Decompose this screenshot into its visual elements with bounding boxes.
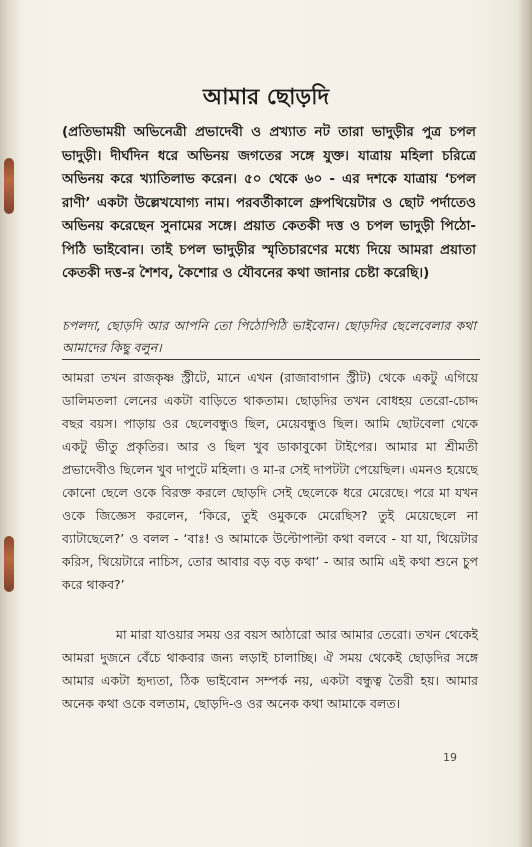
answer-paragraph-2: মা মারা যাওয়ার সময় ওর বয়স আঠারো আর আমার তেরো। তখন থেকেই আমরা দুজনে বেঁচে থাকবার জন্য লড়াই চালাচ্ছি। ঐ সময় থেকেই ছোড়দির সঙ্গে আমার একটা হৃদ্যতা, ঠিক ভাইবোন সম্পর্ক নয়, একটা বন্ধুত্ব তৈরী হয়। আমার অনেক কথা ওকে বলতাম, ছোড়দি-ও ওর অনেক কথা আমাকে বলত।: [62, 627, 478, 711]
section-divider: [62, 359, 480, 360]
intro-paragraph: (প্রতিভাময়ী অভিনেত্রী প্রভাদেবী ও প্রখ্যাত নট তারা ভাদুড়ীর পুত্র চপল ভাদুড়ী। দীর্ঘদিন ধরে অভিনয় জগতের সঙ্গে যুক্ত। যাত্রায় মহিলা চরিত্রে অভিনয় করে খ্যাতিলাভ করেন। ৫০ থেকে ৬০ - এর দশকে যাত্রায় ‘চপল রাণী’ একটা উল্লেখযোগ্য নাম। পরবর্তীকালে গ্রুপথিয়েটার ও ছোট পর্দাতেও অভিনয় করেছেন সুনামের সঙ্গে। প্রয়াত কেতকী দত্ত ও চপল ভাদুড়ী পিঠো-পিঠি ভাইবোন। তাই চপল ভাদুড়ীর স্মৃতিচারণের মধ্যে দিয়ে আমরা প্রয়াতা কেতকী দত্ত-র শৈশব, কৈশোর ও যৌবনের কথা জানার চেষ্টা করেছি।): [62, 124, 476, 281]
page-number: 19: [443, 751, 457, 764]
page-binding: [0, 0, 22, 847]
interview-question: চপলদা, ছোড়দি আর আপনি তো পিঠোপিঠি ভাইবোন। ছোড়দির ছেলেবেলার কথা আমাদের কিছু বলুন।: [62, 318, 476, 355]
staple-top-icon: [4, 158, 14, 214]
answer-paragraph-1: আমরা তখন রাজকৃষ্ণ স্ট্রীটে, মানে এখন (রাজাবাগান স্ট্রীট) থেকে একটু এগিয়ে ডালিমতলা লেনের একটা বাড়িতে থাকতাম। ছোড়দির তখন বোধহয় তেরো-চোদ্দ বছর বয়স। পাড়ায় ওর ছেলেবন্ধুও ছিল, মেয়েবন্ধুও ছিল। আমি ছোটবেলা থেকে একটু ভীতু প্রকৃতির। আর ও ছিল খুব ডাকাবুকো টাইপের। আমার মা শ্রীমতী প্রভাদেবীও ছিলেন খুব দাপুটে মহিলা। ও মা-র সেই দাপটটা পেয়েছিল। এমনও হয়েছে কোনো ছেলে ওকে বিরক্ত করলে ছোড়দি সেই ছেলেকে ধরে মেরেছে। পরে মা যখন ওকে জিজ্ঞেস করলেন, ‘কিরে, তুই ওমুককে মেরেছিস? তুই মেয়েছেলে না ব্যাটাছেলে?’ ও বলল - ‘বাঃ! ও আমাকে উল্টোপাল্টা কথা বলবে - যা যা, থিয়েটার করিস, থিয়েটারে নাচিস, তোর আবার বড় বড় কথা’ - আর আমি এই কথা শুনে চুপ করে থাকব?’: [62, 370, 478, 592]
page-edge: [518, 0, 532, 847]
article-title: আমার ছোড়দি: [202, 85, 330, 110]
staple-bottom-icon: [4, 536, 14, 592]
